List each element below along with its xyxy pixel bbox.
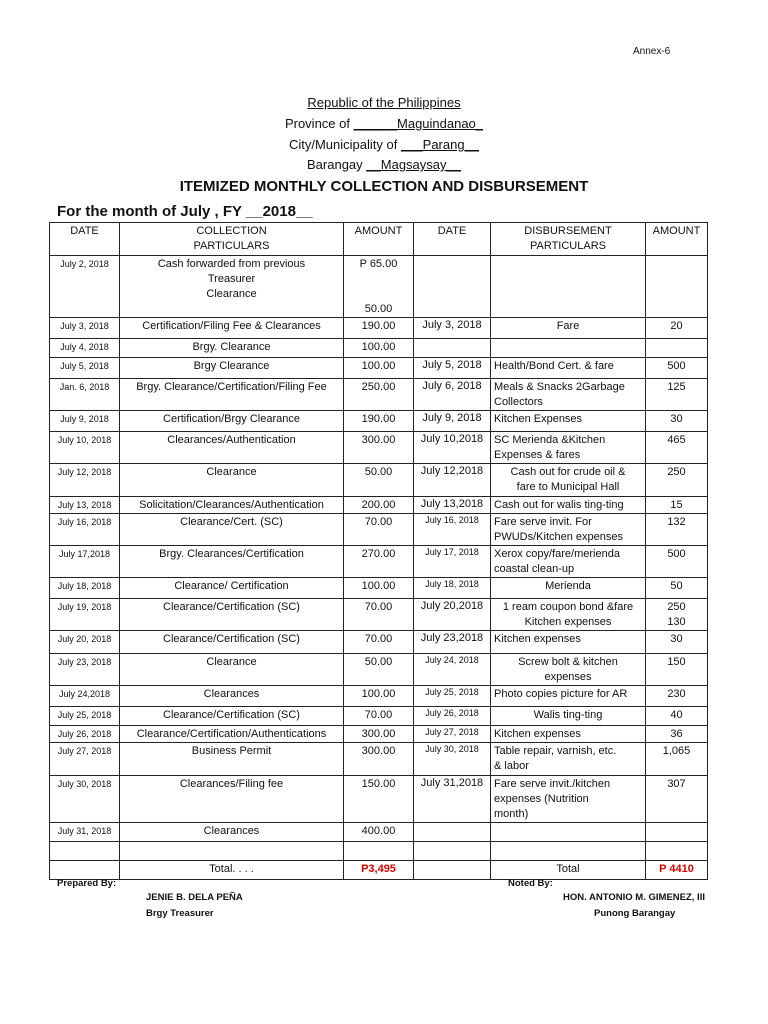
header-collection-amount: AMOUNT [344, 223, 414, 256]
disbursement-date: July 6, 2018 [414, 379, 491, 411]
collection-date: July 23, 2018 [50, 654, 120, 686]
noted-by-name: HON. ANTONIO M. GIMENEZ, III [563, 892, 705, 903]
collection-date: July 31, 2018 [50, 823, 120, 842]
prepared-by-title: Brgy Treasurer [146, 908, 214, 919]
noted-by-label: Noted By: [508, 878, 553, 889]
collection-amount: 200.00 [344, 497, 414, 514]
collection-particulars: Solicitation/Clearances/Authentication [120, 497, 344, 514]
table-header-row [50, 223, 708, 256]
disbursement-amount: 30 [646, 411, 708, 432]
disbursement-date: July 17, 2018 [414, 546, 491, 578]
disbursement-amount: 1,065 [646, 743, 708, 776]
disbursement-date: July 13,2018 [414, 497, 491, 514]
collection-amount: 270.00 [344, 546, 414, 578]
collection-particulars: Clearances/Filing fee [120, 776, 344, 823]
collection-particulars: Clearance [120, 464, 344, 497]
table-row [50, 842, 708, 861]
total-empty-cell [50, 861, 120, 880]
disbursement-particulars: Screw bolt & kitchen expenses [491, 654, 646, 686]
collection-amount: 100.00 [344, 578, 414, 599]
disbursement-amount: 230 [646, 686, 708, 707]
collection-particulars: Clearances [120, 823, 344, 842]
disbursement-particulars: Fare [491, 318, 646, 339]
city-label: City/Municipality of [288, 137, 398, 152]
disbursement-total-amount: P 4410 [646, 861, 708, 880]
table-row [50, 546, 708, 578]
collection-amount: 70.00 [344, 514, 414, 546]
collection-amount: 100.00 [344, 339, 414, 358]
disbursement-amount: 250 130 [646, 599, 708, 631]
collection-amount: 50.00 [344, 464, 414, 497]
disbursement-amount: 125 [646, 379, 708, 411]
disbursement-date: July 30, 2018 [414, 743, 491, 776]
disbursement-particulars: Table repair, varnish, etc. & labor [491, 743, 646, 776]
province-line [0, 116, 768, 131]
barangay-line [0, 157, 768, 172]
collection-date: July 30, 2018 [50, 776, 120, 823]
collection-date: July 16, 2018 [50, 514, 120, 546]
disbursement-amount [646, 256, 708, 318]
collection-amount: 100.00 [344, 686, 414, 707]
disbursement-amount: 465 [646, 432, 708, 464]
collection-date: July 26, 2018 [50, 726, 120, 743]
republic-heading: Republic of the Philippines [307, 95, 461, 110]
disbursement-amount: 250 [646, 464, 708, 497]
collection-amount: 70.00 [344, 631, 414, 654]
collection-amount: 190.00 [344, 318, 414, 339]
collection-particulars: Certification/Brgy Clearance [120, 411, 344, 432]
table-row [50, 411, 708, 432]
collection-particulars: Business Permit [120, 743, 344, 776]
disbursement-particulars [491, 823, 646, 842]
barangay-label: Barangay [307, 157, 363, 172]
document-title: ITEMIZED MONTHLY COLLECTION AND DISBURSEMENT [179, 178, 589, 195]
disbursement-date [414, 339, 491, 358]
disbursement-date [414, 823, 491, 842]
city-line [0, 137, 768, 152]
disbursement-particulars: Xerox copy/fare/merienda coastal clean-up [491, 546, 646, 578]
table-row [50, 464, 708, 497]
table-row [50, 707, 708, 726]
table-row [50, 631, 708, 654]
collection-amount: 250.00 [344, 379, 414, 411]
disbursement-particulars: Fare serve invit./kitchen expenses (Nutrition month) [491, 776, 646, 823]
disbursement-date: July 10,2018 [414, 432, 491, 464]
province-value: ______Maguindanao_ [353, 116, 484, 131]
table-row [50, 318, 708, 339]
disbursement-total-label: Total [491, 861, 646, 880]
collection-amount: 300.00 [344, 726, 414, 743]
collection-particulars: Clearance/Certification (SC) [120, 631, 344, 654]
disbursement-amount [646, 339, 708, 358]
table-row [50, 358, 708, 379]
table-row [50, 743, 708, 776]
header-disbursement-particulars: DISBURSEMENT PARTICULARS [491, 223, 646, 256]
collection-amount: 400.00 [344, 823, 414, 842]
disbursement-date: July 3, 2018 [414, 318, 491, 339]
collection-date: July 19, 2018 [50, 599, 120, 631]
collection-amount [344, 842, 414, 861]
disbursement-particulars [491, 256, 646, 318]
header-disbursement-amount: AMOUNT [646, 223, 708, 256]
disbursement-date: July 25, 2018 [414, 686, 491, 707]
table-row [50, 256, 708, 318]
disbursement-particulars: Kitchen expenses [491, 631, 646, 654]
collection-particulars: Brgy. Clearances/Certification [120, 546, 344, 578]
disbursement-amount: 36 [646, 726, 708, 743]
collection-date: July 10, 2018 [50, 432, 120, 464]
collection-date: Jan. 6, 2018 [50, 379, 120, 411]
header-date: DATE [50, 223, 120, 256]
disbursement-particulars: Fare serve invit. For PWUDs/Kitchen expenses [491, 514, 646, 546]
disbursement-particulars: Photo copies picture for AR [491, 686, 646, 707]
collection-particulars: Cash forwarded from previous Treasurer Clearance [120, 256, 344, 318]
disbursement-amount: 500 [646, 546, 708, 578]
noted-by-title: Punong Barangay [594, 908, 676, 919]
collection-date: July 3, 2018 [50, 318, 120, 339]
collection-particulars: Clearance/Certification (SC) [120, 707, 344, 726]
disbursement-date [414, 256, 491, 318]
collection-amount: 300.00 [344, 743, 414, 776]
collection-particulars: Clearance/ Certification [120, 578, 344, 599]
disbursement-amount: 307 [646, 776, 708, 823]
table-row [50, 578, 708, 599]
disbursement-amount: 500 [646, 358, 708, 379]
collection-date: July 18, 2018 [50, 578, 120, 599]
barangay-value: __Magsaysay__ [366, 157, 461, 172]
disbursement-date: July 26, 2018 [414, 707, 491, 726]
collection-amount: 50.00 [344, 654, 414, 686]
disbursement-amount: 40 [646, 707, 708, 726]
table-row [50, 686, 708, 707]
collection-particulars: Clearance/Certification (SC) [120, 599, 344, 631]
collection-date: July 20, 2018 [50, 631, 120, 654]
collection-particulars: Brgy. Clearance/Certification/Filing Fee [120, 379, 344, 411]
prepared-by-name: JENIE B. DELA PEÑA [146, 892, 243, 903]
header-disbursement-date: DATE [414, 223, 491, 256]
table-row [50, 379, 708, 411]
disbursement-particulars: 1 ream coupon bond &fare Kitchen expenses [491, 599, 646, 631]
disbursement-particulars: Walis ting-ting [491, 707, 646, 726]
disbursement-date [414, 842, 491, 861]
disbursement-date: July 31,2018 [414, 776, 491, 823]
table-row [50, 432, 708, 464]
table-row [50, 497, 708, 514]
city-value: ___Parang__ [400, 137, 480, 152]
month-line: For the month of July , FY __2018__ [57, 203, 313, 220]
collection-disbursement-table [49, 222, 708, 880]
disbursement-particulars: Health/Bond Cert. & fare [491, 358, 646, 379]
collection-date [50, 842, 120, 861]
disbursement-amount: 30 [646, 631, 708, 654]
collection-amount: 100.00 [344, 358, 414, 379]
collection-date: July 24,2018 [50, 686, 120, 707]
disbursement-date: July 18, 2018 [414, 578, 491, 599]
collection-date: July 5, 2018 [50, 358, 120, 379]
collection-particulars: Clearances/Authentication [120, 432, 344, 464]
disbursement-particulars: Cash out for walis ting-ting [491, 497, 646, 514]
collection-date: July 13, 2018 [50, 497, 120, 514]
province-label: Province of [284, 116, 350, 131]
collection-amount: 70.00 [344, 707, 414, 726]
total-row [50, 861, 708, 880]
disbursement-particulars [491, 339, 646, 358]
disbursement-particulars: Meals & Snacks 2Garbage Collectors [491, 379, 646, 411]
disbursement-particulars: Kitchen Expenses [491, 411, 646, 432]
disbursement-date: July 20,2018 [414, 599, 491, 631]
collection-total-label: Total. . . . [120, 861, 344, 880]
disbursement-date: July 5, 2018 [414, 358, 491, 379]
collection-date: July 2, 2018 [50, 256, 120, 318]
disbursement-particulars [491, 842, 646, 861]
disbursement-date: July 16, 2018 [414, 514, 491, 546]
disbursement-amount [646, 842, 708, 861]
collection-particulars [120, 842, 344, 861]
collection-particulars: Clearances [120, 686, 344, 707]
table-row [50, 514, 708, 546]
disbursement-particulars: Kitchen expenses [491, 726, 646, 743]
disbursement-date: July 27, 2018 [414, 726, 491, 743]
disbursement-amount: 132 [646, 514, 708, 546]
table-row [50, 339, 708, 358]
collection-amount: 150.00 [344, 776, 414, 823]
collection-date: July 25, 2018 [50, 707, 120, 726]
collection-particulars: Brgy Clearance [120, 358, 344, 379]
collection-date: July 4, 2018 [50, 339, 120, 358]
table-row [50, 823, 708, 842]
annex-label: Annex-6 [633, 46, 671, 57]
collection-amount: 190.00 [344, 411, 414, 432]
collection-amount: P 65.00 50.00 [344, 256, 414, 318]
prepared-by-label: Prepared By: [57, 878, 117, 889]
disbursement-amount [646, 823, 708, 842]
collection-particulars: Clearance/Certification/Authentications [120, 726, 344, 743]
table-row [50, 654, 708, 686]
total-empty-cell [414, 861, 491, 880]
collection-particulars: Brgy. Clearance [120, 339, 344, 358]
disbursement-particulars: SC Merienda &Kitchen Expenses & fares [491, 432, 646, 464]
disbursement-amount: 15 [646, 497, 708, 514]
disbursement-amount: 20 [646, 318, 708, 339]
table-row [50, 599, 708, 631]
collection-date: July 17,2018 [50, 546, 120, 578]
disbursement-date: July 12,2018 [414, 464, 491, 497]
header-collection-particulars: COLLECTION PARTICULARS [120, 223, 344, 256]
collection-date: July 9, 2018 [50, 411, 120, 432]
collection-particulars: Clearance [120, 654, 344, 686]
collection-amount: 70.00 [344, 599, 414, 631]
collection-date: July 12, 2018 [50, 464, 120, 497]
disbursement-amount: 50 [646, 578, 708, 599]
disbursement-particulars: Cash out for crude oil & fare to Municipal Hall [491, 464, 646, 497]
collection-amount: 300.00 [344, 432, 414, 464]
disbursement-amount: 150 [646, 654, 708, 686]
collection-particulars: Clearance/Cert. (SC) [120, 514, 344, 546]
collection-total-amount: P3,495 [344, 861, 414, 880]
table-row [50, 776, 708, 823]
disbursement-date: July 23,2018 [414, 631, 491, 654]
collection-date: July 27, 2018 [50, 743, 120, 776]
table-row [50, 726, 708, 743]
collection-particulars: Certification/Filing Fee & Clearances [120, 318, 344, 339]
disbursement-date: July 9, 2018 [414, 411, 491, 432]
disbursement-date: July 24, 2018 [414, 654, 491, 686]
disbursement-particulars: Merienda [491, 578, 646, 599]
